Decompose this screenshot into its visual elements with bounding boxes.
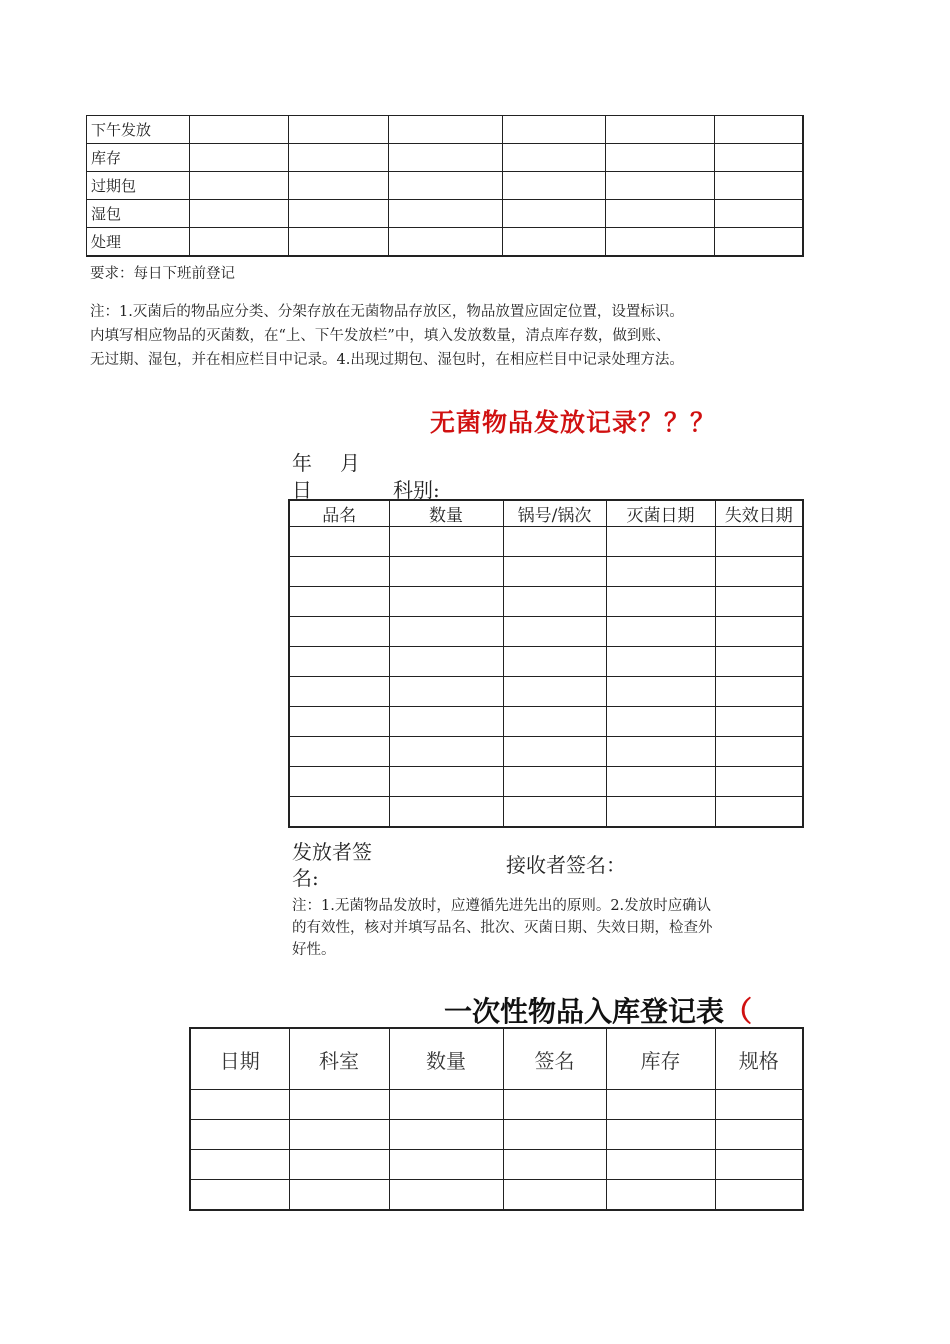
storage-note-line: 内填写相应物品的灭菌数，在“上、下午发放栏”中，填入发放数量，清点库存数，做到账、 bbox=[90, 328, 671, 344]
table-cell[interactable] bbox=[389, 677, 503, 707]
table-row bbox=[190, 1180, 803, 1211]
row-label: 下午发放 bbox=[87, 116, 190, 144]
table-cell[interactable] bbox=[289, 200, 389, 228]
table-cell[interactable] bbox=[606, 557, 715, 587]
table-cell[interactable] bbox=[715, 647, 803, 677]
table-cell[interactable] bbox=[190, 1150, 289, 1180]
table-row bbox=[87, 228, 803, 257]
table-row bbox=[289, 797, 803, 828]
table-cell[interactable] bbox=[715, 116, 803, 144]
table-cell[interactable] bbox=[289, 1180, 389, 1211]
table-cell[interactable] bbox=[503, 677, 606, 707]
disposable-register-title-text: 一次性物品入库登记表 bbox=[444, 995, 725, 1028]
storage-note-line: 注：1.灭菌后的物品应分类、分架存放在无菌物品存放区，物品放置应固定位置，设置标识。 bbox=[90, 304, 684, 320]
table-cell[interactable] bbox=[190, 144, 289, 172]
table-row bbox=[289, 617, 803, 647]
department-label: 科别: bbox=[393, 478, 440, 502]
table-row bbox=[289, 677, 803, 707]
table-cell[interactable] bbox=[715, 144, 803, 172]
table-cell[interactable] bbox=[389, 144, 503, 172]
table-cell[interactable] bbox=[289, 647, 389, 677]
table-cell[interactable] bbox=[289, 1150, 389, 1180]
table-cell[interactable] bbox=[606, 617, 715, 647]
table-cell[interactable] bbox=[606, 144, 715, 172]
row-label: 处理 bbox=[87, 228, 190, 257]
table-row bbox=[87, 116, 803, 144]
table-cell[interactable] bbox=[389, 200, 503, 228]
table-cell[interactable] bbox=[606, 1090, 715, 1120]
table-cell[interactable] bbox=[289, 116, 389, 144]
table-cell[interactable] bbox=[715, 1150, 803, 1180]
table-cell[interactable] bbox=[289, 1120, 389, 1150]
table-row bbox=[289, 767, 803, 797]
date-day-label: 日 bbox=[292, 478, 312, 502]
row-label: 库存 bbox=[87, 144, 190, 172]
table-cell[interactable] bbox=[715, 200, 803, 228]
table-cell[interactable] bbox=[190, 1180, 289, 1211]
table-cell[interactable] bbox=[715, 707, 803, 737]
storage-note-line: 无过期、湿包，并在相应栏目中记录。4.出现过期包、湿包时，在相应栏目中记录处理方法。 bbox=[90, 352, 684, 368]
table-cell[interactable] bbox=[606, 587, 715, 617]
table-cell[interactable] bbox=[389, 527, 503, 557]
title-paren: （ bbox=[724, 995, 753, 1028]
table-cell[interactable] bbox=[606, 1120, 715, 1150]
table-cell[interactable] bbox=[715, 1120, 803, 1150]
table-cell[interactable] bbox=[289, 617, 389, 647]
table-cell[interactable] bbox=[389, 1180, 503, 1211]
issuer-signature-label bbox=[292, 839, 372, 891]
disposable-register-title bbox=[444, 990, 802, 1030]
table-row bbox=[289, 647, 803, 677]
table-cell[interactable] bbox=[715, 677, 803, 707]
table-cell[interactable] bbox=[503, 557, 606, 587]
column-header: 数量 bbox=[389, 1028, 503, 1090]
column-header: 锅号/锅次 bbox=[503, 500, 606, 527]
table-cell[interactable] bbox=[289, 587, 389, 617]
table-cell[interactable] bbox=[503, 1180, 606, 1211]
table-row bbox=[190, 1150, 803, 1180]
table-cell[interactable] bbox=[503, 527, 606, 557]
table-cell[interactable] bbox=[190, 228, 289, 257]
column-header: 失效日期 bbox=[715, 500, 803, 527]
register-table bbox=[86, 115, 804, 257]
requirement-text: 要求：每日下班前登记 bbox=[90, 266, 235, 282]
table-cell[interactable] bbox=[190, 172, 289, 200]
table-row bbox=[190, 1120, 803, 1150]
date-year-label: 年 bbox=[292, 451, 312, 475]
table-cell[interactable] bbox=[289, 677, 389, 707]
table-cell[interactable] bbox=[606, 767, 715, 797]
table-row bbox=[289, 737, 803, 767]
table-cell[interactable] bbox=[606, 116, 715, 144]
table-cell[interactable] bbox=[715, 587, 803, 617]
table-cell[interactable] bbox=[389, 1150, 503, 1180]
table-cell[interactable] bbox=[715, 1180, 803, 1211]
issue-note-line: 注：1.无菌物品发放时，应遵循先进先出的原则。2.发放时应确认 bbox=[292, 898, 712, 914]
table-cell[interactable] bbox=[389, 617, 503, 647]
table-cell[interactable] bbox=[503, 737, 606, 767]
table-cell[interactable] bbox=[606, 1150, 715, 1180]
table-cell[interactable] bbox=[389, 797, 503, 828]
table-cell[interactable] bbox=[606, 527, 715, 557]
table-cell[interactable] bbox=[389, 228, 503, 257]
table-cell[interactable] bbox=[503, 647, 606, 677]
table-cell[interactable] bbox=[289, 144, 389, 172]
table-cell[interactable] bbox=[289, 172, 389, 200]
row-label: 过期包 bbox=[87, 172, 190, 200]
table-cell[interactable] bbox=[503, 587, 606, 617]
table-cell[interactable] bbox=[503, 1120, 606, 1150]
issue-note bbox=[292, 895, 802, 961]
table-row bbox=[289, 587, 803, 617]
table-cell[interactable] bbox=[606, 647, 715, 677]
table-cell[interactable] bbox=[503, 200, 606, 228]
table-cell[interactable] bbox=[389, 647, 503, 677]
table-row bbox=[289, 527, 803, 557]
table-cell[interactable] bbox=[289, 707, 389, 737]
issuer-signature-line: 发放者签 bbox=[292, 840, 372, 864]
issue-note-line: 好性。 bbox=[292, 942, 336, 958]
table-cell[interactable] bbox=[715, 617, 803, 647]
column-header: 签名 bbox=[503, 1028, 606, 1090]
table-cell[interactable] bbox=[289, 737, 389, 767]
row-label: 湿包 bbox=[87, 200, 190, 228]
issue-note-line: 的有效性，核对并填写品名、批次、灭菌日期、失效日期，检查外 bbox=[292, 920, 713, 936]
table-cell[interactable] bbox=[389, 557, 503, 587]
table-cell[interactable] bbox=[503, 172, 606, 200]
table-cell[interactable] bbox=[606, 707, 715, 737]
column-header: 品名 bbox=[289, 500, 389, 527]
column-header: 日期 bbox=[190, 1028, 289, 1090]
table-cell[interactable] bbox=[289, 228, 389, 257]
issuer-signature-line: 名: bbox=[292, 866, 319, 890]
table-cell[interactable] bbox=[503, 1090, 606, 1120]
table-cell[interactable] bbox=[715, 172, 803, 200]
table-cell[interactable] bbox=[289, 767, 389, 797]
column-header: 灭菌日期 bbox=[606, 500, 715, 527]
table-cell[interactable] bbox=[606, 200, 715, 228]
table-cell[interactable] bbox=[190, 200, 289, 228]
disposable-register-table bbox=[189, 1027, 804, 1211]
table-cell[interactable] bbox=[389, 1120, 503, 1150]
table-cell[interactable] bbox=[503, 707, 606, 737]
receiver-signature-label: 接收者签名： bbox=[506, 853, 626, 877]
table-cell[interactable] bbox=[503, 797, 606, 828]
table-cell[interactable] bbox=[606, 228, 715, 257]
table-cell[interactable] bbox=[503, 228, 606, 257]
sterile-record-title: 无菌物品发放记录？？？ bbox=[430, 408, 717, 437]
table-cell[interactable] bbox=[190, 116, 289, 144]
date-month-label: 月 bbox=[340, 451, 360, 475]
table-cell[interactable] bbox=[289, 1090, 389, 1120]
table-cell[interactable] bbox=[606, 172, 715, 200]
column-header: 科室 bbox=[289, 1028, 389, 1090]
table-cell[interactable] bbox=[715, 527, 803, 557]
table-row bbox=[87, 172, 803, 200]
table-cell[interactable] bbox=[503, 1150, 606, 1180]
table-cell[interactable] bbox=[606, 797, 715, 828]
table-cell[interactable] bbox=[606, 737, 715, 767]
table-cell[interactable] bbox=[715, 1090, 803, 1120]
table-cell[interactable] bbox=[289, 557, 389, 587]
table-cell[interactable] bbox=[503, 116, 606, 144]
table-cell[interactable] bbox=[606, 677, 715, 707]
column-header: 数量 bbox=[389, 500, 503, 527]
table-cell[interactable] bbox=[190, 1120, 289, 1150]
column-header: 库存 bbox=[606, 1028, 715, 1090]
table-cell[interactable] bbox=[389, 707, 503, 737]
table-cell[interactable] bbox=[503, 767, 606, 797]
table-cell[interactable] bbox=[606, 1180, 715, 1211]
table-cell[interactable] bbox=[503, 144, 606, 172]
table-cell[interactable] bbox=[715, 737, 803, 767]
table-cell[interactable] bbox=[389, 587, 503, 617]
table-row bbox=[87, 200, 803, 228]
table-row bbox=[289, 707, 803, 737]
table-row bbox=[87, 144, 803, 172]
table-cell[interactable] bbox=[715, 557, 803, 587]
table-row bbox=[190, 1090, 803, 1120]
table-cell[interactable] bbox=[715, 767, 803, 797]
storage-note bbox=[90, 300, 684, 372]
table-cell[interactable] bbox=[715, 228, 803, 257]
table-cell[interactable] bbox=[715, 797, 803, 828]
column-header: 规格 bbox=[715, 1028, 803, 1090]
table-cell[interactable] bbox=[503, 617, 606, 647]
table-cell[interactable] bbox=[389, 1090, 503, 1120]
table-cell[interactable] bbox=[289, 527, 389, 557]
table-cell[interactable] bbox=[289, 797, 389, 828]
table-cell[interactable] bbox=[389, 172, 503, 200]
table-row bbox=[289, 557, 803, 587]
table-cell[interactable] bbox=[190, 1090, 289, 1120]
sterile-record-table bbox=[288, 499, 804, 828]
table-cell[interactable] bbox=[389, 116, 503, 144]
table-cell[interactable] bbox=[389, 737, 503, 767]
table-cell[interactable] bbox=[389, 767, 503, 797]
